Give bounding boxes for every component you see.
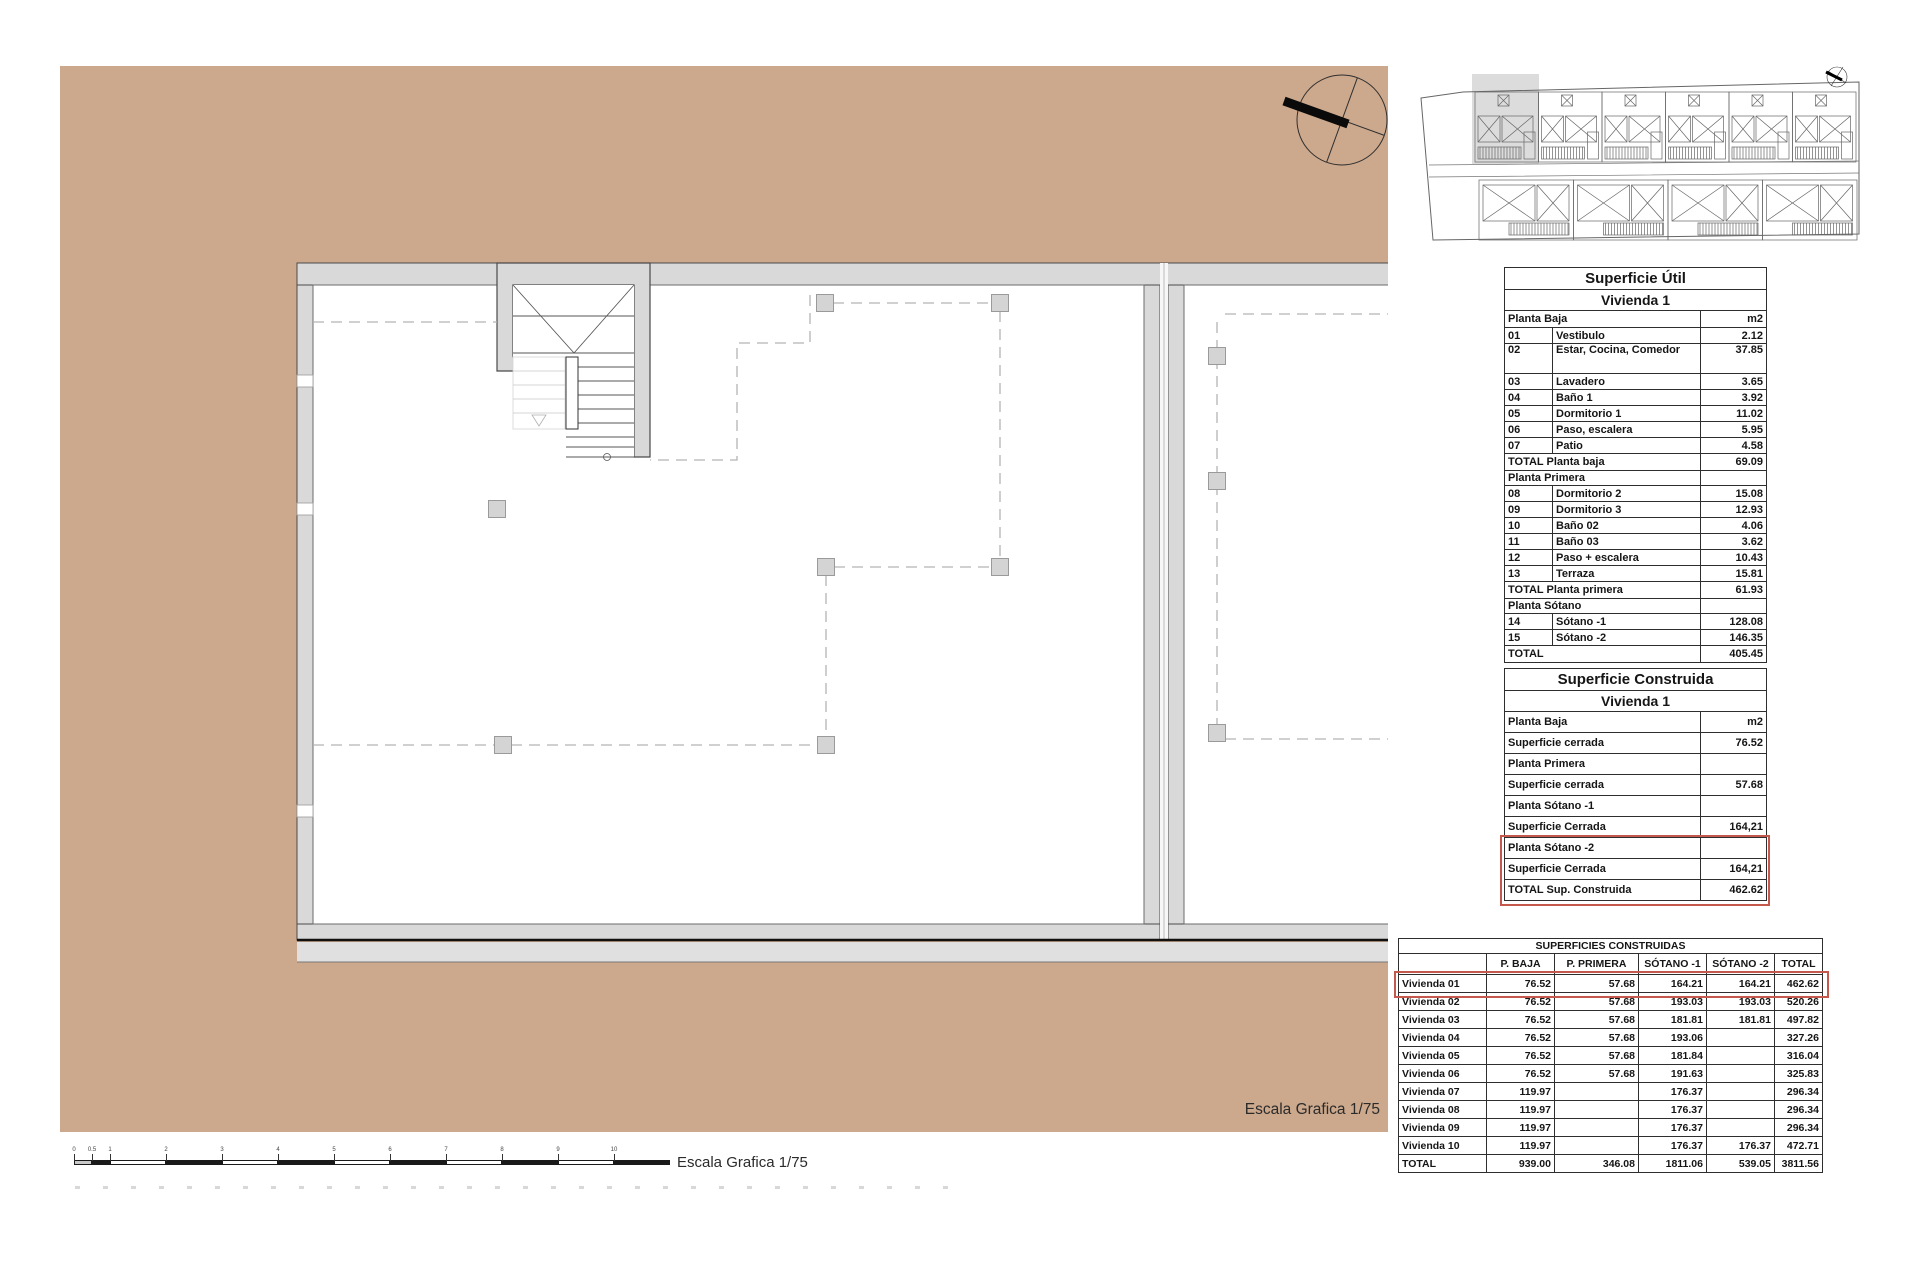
- table-cell: 296.34: [1775, 1083, 1823, 1101]
- table-row: [1505, 518, 1767, 534]
- table-cell: 325.83: [1775, 1065, 1823, 1083]
- table-cell: Vivienda 08: [1399, 1101, 1487, 1119]
- table-cell: 193.06: [1639, 1029, 1707, 1047]
- table-cell: TOTAL: [1399, 1155, 1487, 1173]
- table-row: [1505, 406, 1767, 422]
- table-cell: 15.81: [1701, 566, 1767, 582]
- table-cell: Sótano -1: [1553, 614, 1701, 630]
- table-cell: 193.03: [1639, 993, 1707, 1011]
- scale-segment: [92, 1160, 110, 1165]
- table-cell: 3811.56: [1775, 1155, 1823, 1173]
- table-cell: 61.93: [1701, 582, 1767, 599]
- table-row: [1505, 438, 1767, 454]
- table-cell: Lavadero: [1553, 374, 1701, 390]
- table-cell: [1701, 471, 1767, 486]
- table-row: [1399, 1155, 1823, 1173]
- table-cell: [1701, 599, 1767, 614]
- table-cell: [1707, 1101, 1775, 1119]
- table-row: [1399, 1065, 1823, 1083]
- table-cell: [1399, 954, 1487, 975]
- scale-tick: [110, 1154, 111, 1161]
- table-cell: 05: [1505, 406, 1553, 422]
- table-cell: 346.08: [1555, 1155, 1639, 1173]
- table-cell: 520.26: [1775, 993, 1823, 1011]
- table-cell: Planta Baja: [1505, 712, 1701, 733]
- table-cell: 04: [1505, 390, 1553, 406]
- site-plan: [1413, 64, 1863, 249]
- table-cell: 3.65: [1701, 374, 1767, 390]
- table-row: [1505, 311, 1767, 328]
- table-row: [1505, 712, 1767, 733]
- scale-tick: [278, 1154, 279, 1161]
- table-cell: [1555, 1101, 1639, 1119]
- staircase: [497, 263, 650, 461]
- superficie-construida-table: [1504, 668, 1767, 901]
- table-cell: 15: [1505, 630, 1553, 646]
- scale-label: 7: [444, 1147, 448, 1153]
- table-row: [1399, 993, 1823, 1011]
- scale-segment: [446, 1160, 502, 1165]
- table-cell: 164.21: [1639, 975, 1707, 993]
- table-cell: Sótano -2: [1553, 630, 1701, 646]
- table-cell: Vivienda 06: [1399, 1065, 1487, 1083]
- house-unit-bottom: [1479, 180, 1574, 240]
- table-row: [1505, 534, 1767, 550]
- table-cell: 76.52: [1487, 1047, 1555, 1065]
- scale-segment: [390, 1160, 446, 1165]
- table-row: [1399, 1137, 1823, 1155]
- table-row: [1505, 344, 1767, 374]
- table-cell: Baño 1: [1553, 390, 1701, 406]
- house-unit-top: [1666, 92, 1730, 162]
- table-cell: [1701, 796, 1767, 817]
- table-cell: 119.97: [1487, 1137, 1555, 1155]
- table-cell: 57.68: [1555, 975, 1639, 993]
- scale-tick: [334, 1154, 335, 1161]
- scale-bar-caption: Escala Grafica 1/75: [677, 1154, 808, 1171]
- scale-segment: [110, 1160, 166, 1165]
- scale-segment: [334, 1160, 390, 1165]
- table-cell: 07: [1505, 438, 1553, 454]
- table-cell: 119.97: [1487, 1083, 1555, 1101]
- table-cell: 296.34: [1775, 1101, 1823, 1119]
- table-row: [1505, 550, 1767, 566]
- table-cell: 176.37: [1639, 1101, 1707, 1119]
- table-cell: Superficie Construida: [1505, 669, 1767, 691]
- table-cell: 1811.06: [1639, 1155, 1707, 1173]
- table-cell: m2: [1701, 712, 1767, 733]
- table-row: [1505, 422, 1767, 438]
- room-vivienda-2: [1184, 285, 1388, 924]
- superficies-construidas-table: [1398, 938, 1823, 1173]
- scale-label: 10: [610, 1147, 618, 1153]
- table-row: [1505, 838, 1767, 859]
- table-row: [1505, 290, 1767, 311]
- table-cell: 12: [1505, 550, 1553, 566]
- table-cell: Paso, escalera: [1553, 422, 1701, 438]
- table-cell: 4.58: [1701, 438, 1767, 454]
- table-cell: Planta Primera: [1505, 754, 1701, 775]
- table-cell: Vivienda 1: [1505, 290, 1767, 311]
- table-cell: [1555, 1137, 1639, 1155]
- table-cell: 14: [1505, 614, 1553, 630]
- table-cell: [1707, 1119, 1775, 1137]
- scale-tick: [558, 1154, 559, 1161]
- table-cell: Vivienda 10: [1399, 1137, 1487, 1155]
- table-cell: 57.68: [1555, 1011, 1639, 1029]
- table-row: [1505, 328, 1767, 344]
- table-row: [1505, 582, 1767, 599]
- table-cell: 405.45: [1701, 646, 1767, 663]
- table-row: [1505, 502, 1767, 518]
- table-cell: [1707, 1047, 1775, 1065]
- scale-label: 8: [500, 1147, 504, 1153]
- table-cell: 2.12: [1701, 328, 1767, 344]
- table-cell: SÓTANO -1: [1639, 954, 1707, 975]
- table-cell: Vivienda 02: [1399, 993, 1487, 1011]
- table-cell: 06: [1505, 422, 1553, 438]
- table-cell: 462.62: [1775, 975, 1823, 993]
- table-cell: 57.68: [1555, 993, 1639, 1011]
- house-unit-bottom: [1668, 180, 1763, 240]
- table-cell: Vivienda 05: [1399, 1047, 1487, 1065]
- table-cell: TOTAL: [1505, 646, 1701, 663]
- table-cell: Dormitorio 1: [1553, 406, 1701, 422]
- table-cell: Planta Primera: [1505, 471, 1701, 486]
- room-vivienda-1: [313, 285, 1144, 924]
- table-cell: Superficie cerrada: [1505, 733, 1701, 754]
- table-cell: Planta Sótano: [1505, 599, 1701, 614]
- table-cell: 181.81: [1639, 1011, 1707, 1029]
- table-cell: Superficie Útil: [1505, 268, 1767, 290]
- plan-scale-caption: Escala Grafica 1/75: [1244, 1101, 1380, 1118]
- table-cell: 76.52: [1487, 1011, 1555, 1029]
- table-row: [1399, 975, 1823, 993]
- table-cell: 69.09: [1701, 454, 1767, 471]
- table-cell: 497.82: [1775, 1011, 1823, 1029]
- table-cell: Vivienda 01: [1399, 975, 1487, 993]
- scale-tick: [74, 1154, 75, 1161]
- table-cell: [1555, 1083, 1639, 1101]
- table-cell: 296.34: [1775, 1119, 1823, 1137]
- table-cell: 08: [1505, 486, 1553, 502]
- scale-segment: [558, 1160, 614, 1165]
- house-unit-top: [1539, 92, 1603, 162]
- scale-tick: [166, 1154, 167, 1161]
- table-row: [1505, 390, 1767, 406]
- table-cell: 164,21: [1701, 859, 1767, 880]
- table-cell: Vestibulo: [1553, 328, 1701, 344]
- table-cell: Dormitorio 3: [1553, 502, 1701, 518]
- table-cell: 539.05: [1707, 1155, 1775, 1173]
- table-cell: 176.37: [1639, 1083, 1707, 1101]
- table-cell: Baño 03: [1553, 534, 1701, 550]
- table-cell: 327.26: [1775, 1029, 1823, 1047]
- table-cell: 76.52: [1487, 1065, 1555, 1083]
- table-cell: 119.97: [1487, 1101, 1555, 1119]
- table-cell: 10.43: [1701, 550, 1767, 566]
- table-row: [1505, 599, 1767, 614]
- table-cell: 939.00: [1487, 1155, 1555, 1173]
- scale-tick: [502, 1154, 503, 1161]
- table-row: [1505, 614, 1767, 630]
- table-row: [1505, 775, 1767, 796]
- table-cell: 10: [1505, 518, 1553, 534]
- table-cell: 472.71: [1775, 1137, 1823, 1155]
- table-row: [1505, 859, 1767, 880]
- table-cell: Vivienda 07: [1399, 1083, 1487, 1101]
- table-cell: 3.62: [1701, 534, 1767, 550]
- table-cell: Planta Sótano -1: [1505, 796, 1701, 817]
- table-cell: Vivienda 1: [1505, 691, 1767, 712]
- table-cell: 316.04: [1775, 1047, 1823, 1065]
- north-arrow-icon: [1826, 67, 1847, 87]
- scale-label: 6: [388, 1147, 392, 1153]
- table-cell: SUPERFICIES CONSTRUIDAS: [1399, 939, 1823, 954]
- table-cell: Baño 02: [1553, 518, 1701, 534]
- table-cell: 164,21: [1701, 817, 1767, 838]
- table-cell: TOTAL: [1775, 954, 1823, 975]
- table-row: [1505, 374, 1767, 390]
- scale-label: 3: [220, 1147, 224, 1153]
- house-unit-top: [1602, 92, 1666, 162]
- table-cell: TOTAL Planta primera: [1505, 582, 1701, 599]
- table-row: [1399, 954, 1823, 975]
- scale-tick: [446, 1154, 447, 1161]
- table-cell: Vivienda 09: [1399, 1119, 1487, 1137]
- scale-label: 9: [556, 1147, 560, 1153]
- table-row: [1505, 796, 1767, 817]
- table-cell: [1707, 1083, 1775, 1101]
- table-cell: 181.84: [1639, 1047, 1707, 1065]
- table-cell: [1701, 754, 1767, 775]
- scale-segment: [502, 1160, 558, 1165]
- table-row: [1399, 1101, 1823, 1119]
- table-row: [1505, 454, 1767, 471]
- table-row: [1505, 754, 1767, 775]
- scale-segment: [166, 1160, 222, 1165]
- scale-segment: [74, 1160, 92, 1165]
- floor-plan: [60, 66, 1388, 1132]
- scale-segment: [278, 1160, 334, 1165]
- table-cell: P. BAJA: [1487, 954, 1555, 975]
- table-cell: 4.06: [1701, 518, 1767, 534]
- table-cell: m2: [1701, 311, 1767, 328]
- table-row: [1505, 669, 1767, 691]
- table-cell: Planta Sótano -2: [1505, 838, 1701, 859]
- house-unit-bottom: [1763, 180, 1858, 240]
- table-cell: 176.37: [1639, 1137, 1707, 1155]
- table-row: [1505, 486, 1767, 502]
- table-cell: 37.85: [1701, 344, 1767, 374]
- table-cell: Superficie Cerrada: [1505, 859, 1701, 880]
- table-cell: Terraza: [1553, 566, 1701, 582]
- scale-bar: [72, 1147, 674, 1170]
- table-cell: 76.52: [1487, 1029, 1555, 1047]
- faint-title-row: [75, 1186, 963, 1189]
- stair-rail: [566, 357, 578, 429]
- table-cell: 02: [1505, 344, 1553, 374]
- scale-tick: [92, 1154, 93, 1161]
- table-row: [1505, 630, 1767, 646]
- table-cell: 57.68: [1555, 1047, 1639, 1065]
- table-row: [1399, 939, 1823, 954]
- table-cell: 11: [1505, 534, 1553, 550]
- table-cell: [1555, 1119, 1639, 1137]
- table-cell: 176.37: [1707, 1137, 1775, 1155]
- table-row: [1505, 566, 1767, 582]
- table-cell: 3.92: [1701, 390, 1767, 406]
- scale-tick: [614, 1154, 615, 1161]
- table-cell: 462.62: [1701, 880, 1767, 901]
- table-cell: Paso + escalera: [1553, 550, 1701, 566]
- scale-label: 1: [108, 1147, 112, 1153]
- table-row: [1505, 268, 1767, 290]
- table-cell: 12.93: [1701, 502, 1767, 518]
- table-cell: TOTAL Sup. Construida: [1505, 880, 1701, 901]
- scale-label: 0.5: [87, 1147, 97, 1153]
- table-cell: 15.08: [1701, 486, 1767, 502]
- table-cell: 119.97: [1487, 1119, 1555, 1137]
- table-cell: 11.02: [1701, 406, 1767, 422]
- table-row: [1505, 646, 1767, 663]
- scale-label: 4: [276, 1147, 280, 1153]
- table-cell: TOTAL Planta baja: [1505, 454, 1701, 471]
- table-cell: [1707, 1065, 1775, 1083]
- scale-segment: [222, 1160, 278, 1165]
- table-cell: 146.35: [1701, 630, 1767, 646]
- table-cell: 193.03: [1707, 993, 1775, 1011]
- table-row: [1399, 1011, 1823, 1029]
- table-cell: 181.81: [1707, 1011, 1775, 1029]
- table-cell: 76.52: [1487, 975, 1555, 993]
- table-row: [1505, 817, 1767, 838]
- table-row: [1505, 691, 1767, 712]
- table-cell: 128.08: [1701, 614, 1767, 630]
- house-unit-bottom: [1574, 180, 1669, 240]
- scale-tick: [222, 1154, 223, 1161]
- table-cell: 01: [1505, 328, 1553, 344]
- table-cell: SÓTANO -2: [1707, 954, 1775, 975]
- table-row: [1505, 471, 1767, 486]
- house-unit-top: [1793, 92, 1857, 162]
- table-row: [1399, 1029, 1823, 1047]
- table-row: [1505, 733, 1767, 754]
- table-cell: 76.52: [1487, 993, 1555, 1011]
- table-cell: 09: [1505, 502, 1553, 518]
- table-cell: 13: [1505, 566, 1553, 582]
- house-unit-top: [1729, 92, 1793, 162]
- table-cell: 5.95: [1701, 422, 1767, 438]
- table-row: [1399, 1047, 1823, 1065]
- table-cell: 57.68: [1555, 1065, 1639, 1083]
- scale-segment: [614, 1160, 670, 1165]
- table-row: [1399, 1119, 1823, 1137]
- table-cell: Estar, Cocina, Comedor: [1553, 344, 1701, 374]
- scale-label: 5: [332, 1147, 336, 1153]
- table-cell: Superficie Cerrada: [1505, 817, 1701, 838]
- table-cell: 03: [1505, 374, 1553, 390]
- table-row: [1399, 1083, 1823, 1101]
- scale-label: 0: [72, 1147, 76, 1153]
- table-row: [1505, 880, 1767, 901]
- scale-tick: [390, 1154, 391, 1161]
- table-cell: 57.68: [1701, 775, 1767, 796]
- table-cell: Dormitorio 2: [1553, 486, 1701, 502]
- table-cell: 164.21: [1707, 975, 1775, 993]
- table-cell: Vivienda 03: [1399, 1011, 1487, 1029]
- table-cell: Patio: [1553, 438, 1701, 454]
- scale-label: 2: [164, 1147, 168, 1153]
- table-cell: [1701, 838, 1767, 859]
- table-cell: 76.52: [1701, 733, 1767, 754]
- superficie-util-table: [1504, 267, 1767, 663]
- table-cell: 57.68: [1555, 1029, 1639, 1047]
- table-cell: 176.37: [1639, 1119, 1707, 1137]
- table-cell: [1707, 1029, 1775, 1047]
- table-cell: P. PRIMERA: [1555, 954, 1639, 975]
- table-cell: Superficie cerrada: [1505, 775, 1701, 796]
- table-cell: Vivienda 04: [1399, 1029, 1487, 1047]
- table-cell: 191.63: [1639, 1065, 1707, 1083]
- table-cell: Planta Baja: [1505, 311, 1701, 328]
